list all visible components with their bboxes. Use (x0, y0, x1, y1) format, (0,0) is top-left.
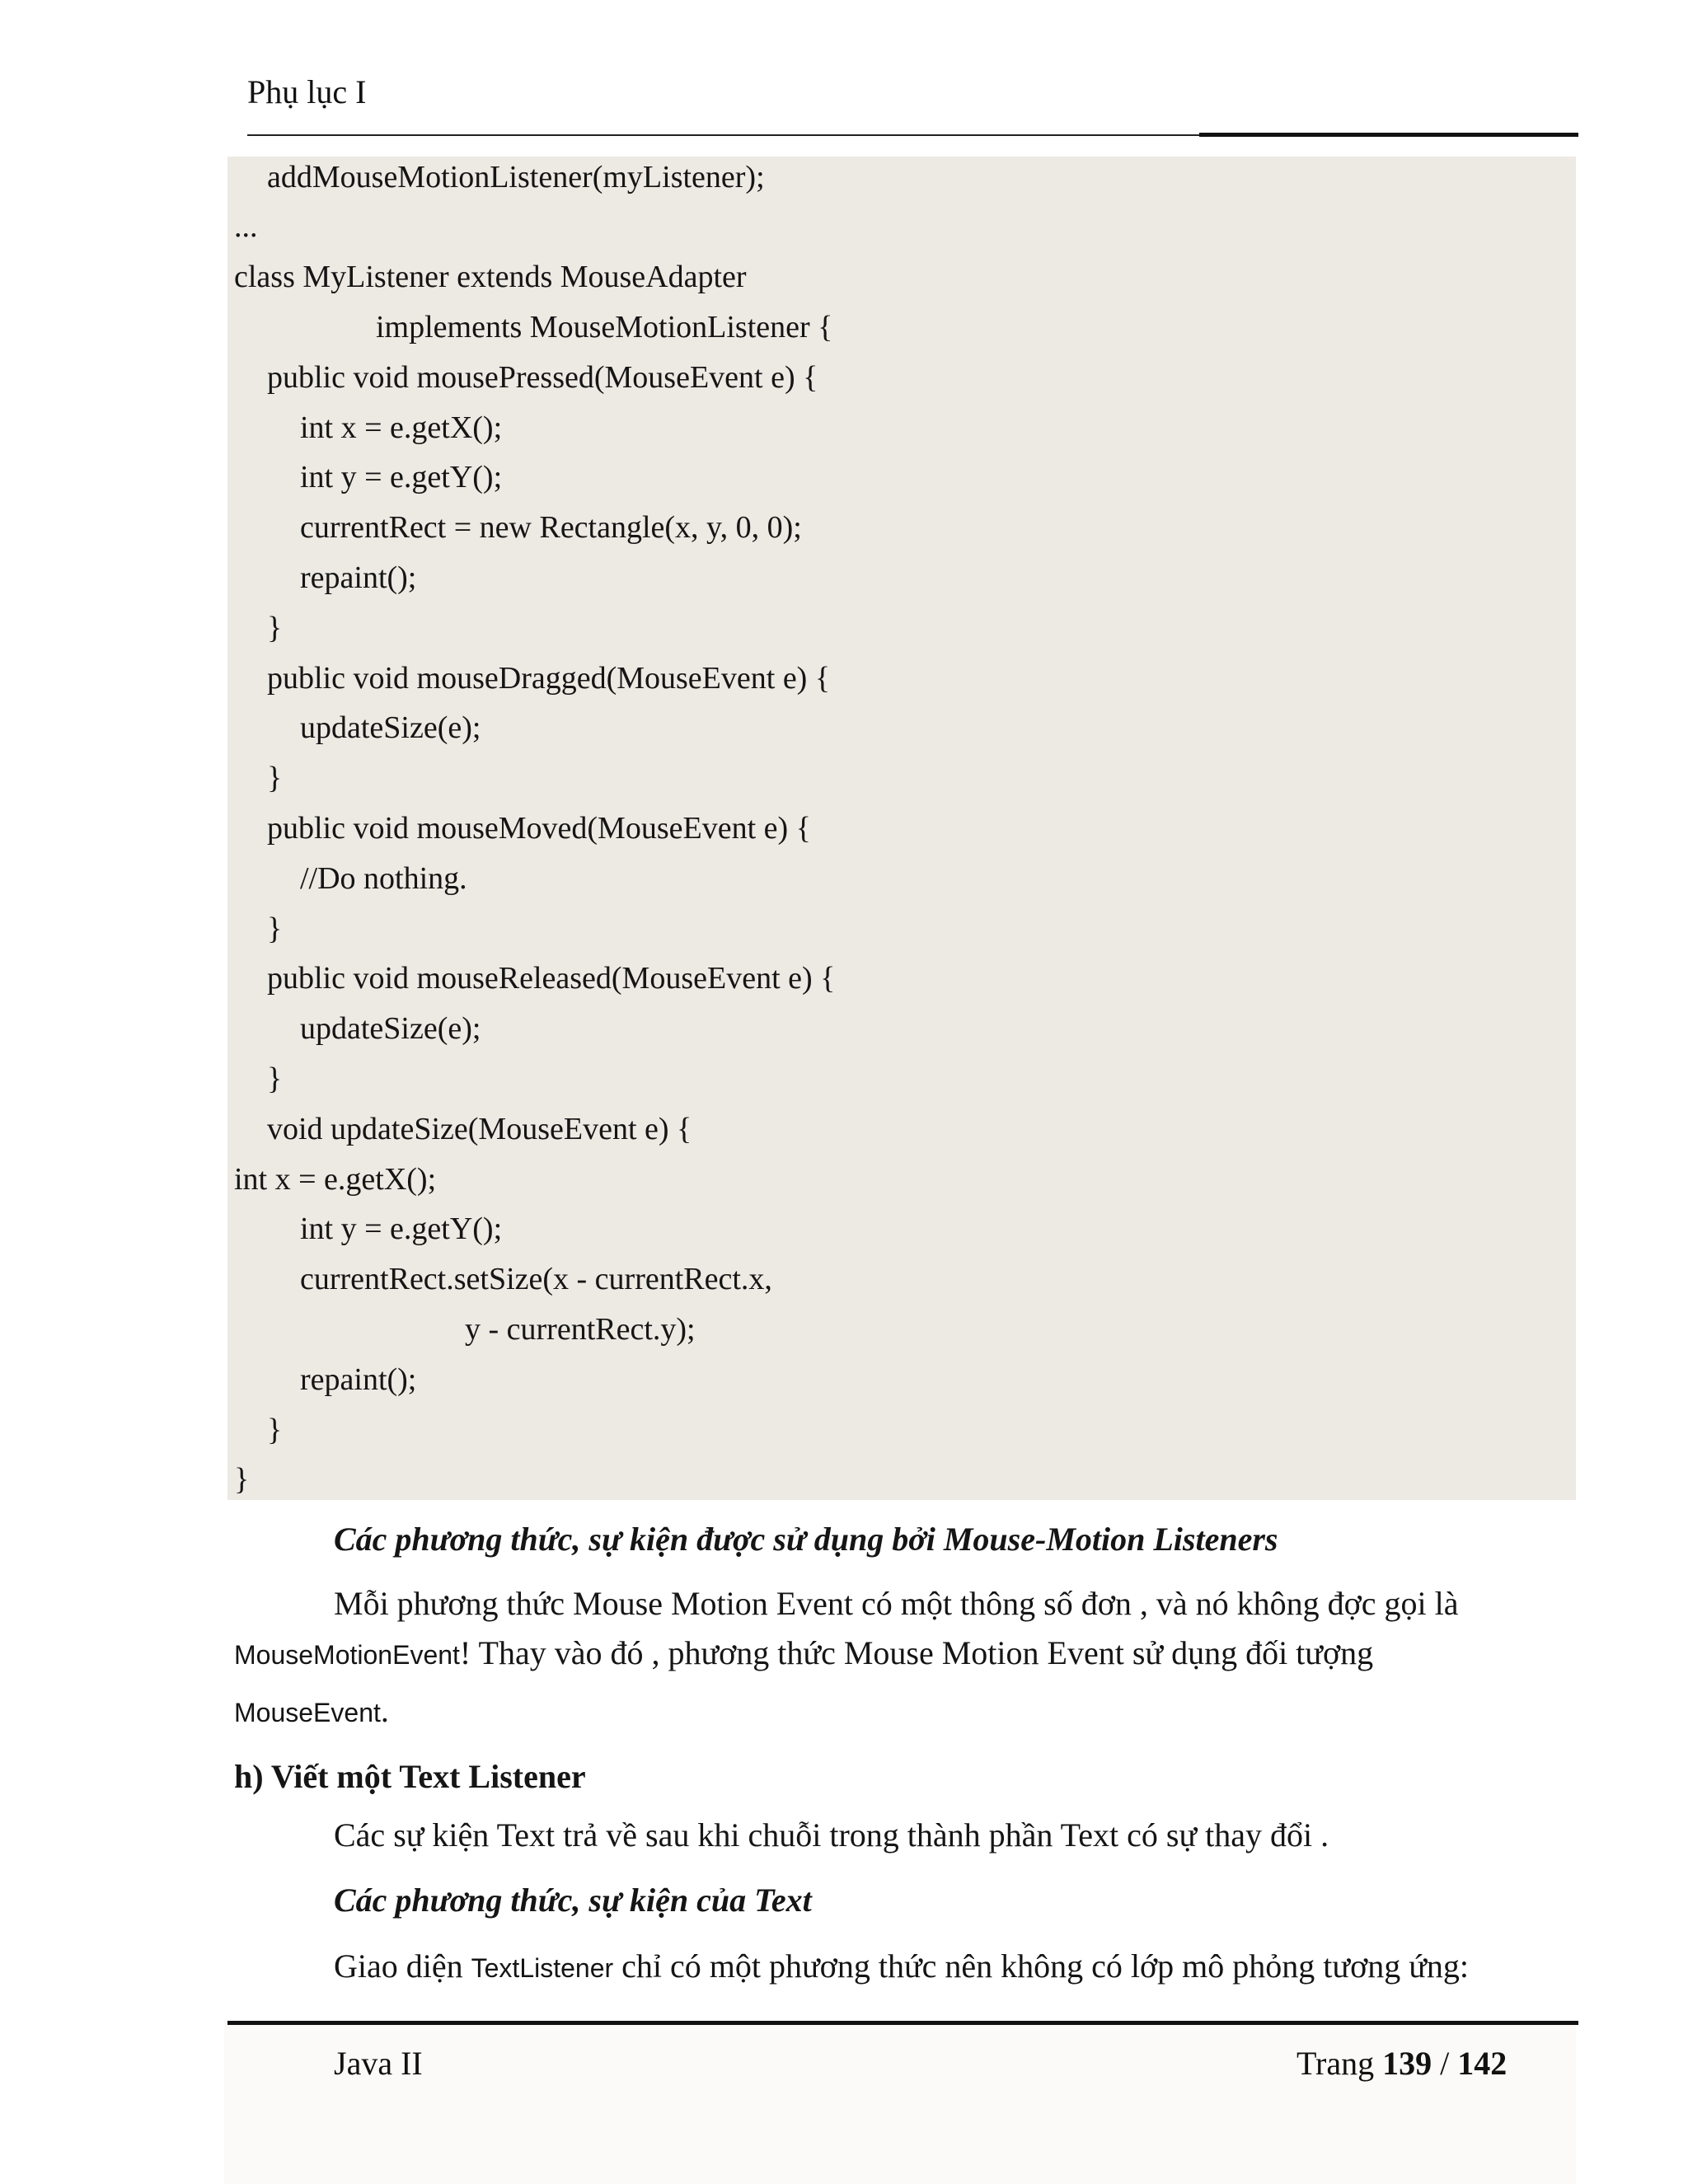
code-line: updateSize(e); (300, 1011, 481, 1046)
code-line: public void mouseDragged(MouseEvent e) { (267, 661, 831, 696)
page-separator: / (1440, 2045, 1450, 2082)
paragraph-text: . (380, 1692, 389, 1729)
code-line: } (267, 761, 283, 795)
code-line: currentRect = new Rectangle(x, y, 0, 0); (300, 510, 802, 545)
paragraph-line (234, 1630, 1373, 1678)
code-line: public void mouseReleased(MouseEvent e) { (267, 961, 836, 996)
section-heading: h) Viết một Text Listener (234, 1758, 586, 1795)
code-line: public void mousePressed(MouseEvent e) { (267, 360, 818, 395)
code-line: int x = e.getX(); (300, 410, 503, 445)
code-line: int y = e.getY(); (300, 1212, 503, 1246)
code-line: addMouseMotionListener(myListener); (267, 160, 765, 194)
code-line: int y = e.getY(); (300, 460, 503, 494)
inline-code: MouseMotionEvent (234, 1640, 460, 1670)
footer-course-name: Java II (334, 2045, 423, 2082)
inline-code: MouseEvent (234, 1698, 381, 1727)
code-block (227, 157, 1576, 1500)
paragraph-line: Các sự kiện Text trả về sau khi chuỗi trong thành phần Text có sự thay đổi . (334, 1816, 1329, 1854)
code-line: } (267, 611, 283, 645)
code-line: implements MouseMotionListener { (376, 310, 833, 344)
code-line: //Do nothing. (300, 861, 467, 896)
code-line: ... (234, 209, 258, 244)
page-number (1296, 2041, 1507, 2087)
code-line: } (267, 912, 283, 946)
subheading-mouse-motion: Các phương thức, sự kiện được sử dụng bởi Mouse-Motion Listeners (334, 1521, 1278, 1558)
code-line: repaint(); (300, 560, 417, 595)
paragraph-line (334, 1943, 1469, 1991)
subheading-text-events: Các phương thức, sự kiện của Text (334, 1882, 812, 1919)
code-line: int x = e.getX(); (234, 1162, 437, 1197)
code-line: } (234, 1462, 250, 1497)
page-total: 142 (1457, 2045, 1507, 2082)
code-line: currentRect.setSize(x - currentRect.x, (300, 1262, 772, 1296)
header-divider-thick (1199, 133, 1578, 137)
footer-divider (227, 2021, 1578, 2025)
code-line: public void mouseMoved(MouseEvent e) { (267, 811, 811, 846)
paragraph-text: ! Thay vào đó , phương thức Mouse Motion Event sử dụng đối tượng (459, 1634, 1374, 1671)
page-current: 139 (1382, 2045, 1432, 2082)
code-line: repaint(); (300, 1362, 417, 1397)
inline-code: TextListener (471, 1953, 614, 1983)
paragraph-text: Giao diện (334, 1947, 463, 1985)
code-line: updateSize(e); (300, 710, 481, 745)
code-line: } (267, 1413, 283, 1447)
page-header-title: Phụ lục I (247, 73, 367, 110)
code-line: class MyListener extends MouseAdapter (234, 260, 747, 294)
paragraph-line (234, 1688, 389, 1736)
paragraph-text: chỉ có một phương thức nên không có lớp mô phỏng tương ứng: (621, 1947, 1470, 1985)
paragraph-line: Mỗi phương thức Mouse Motion Event có một thông số đơn , và nó không đợc gọi là (334, 1585, 1459, 1622)
page-label: Trang (1296, 2045, 1375, 2082)
code-line: void updateSize(MouseEvent e) { (267, 1112, 692, 1146)
header-divider (247, 134, 1203, 136)
code-line: y - currentRect.y); (465, 1312, 696, 1347)
code-line: } (267, 1062, 283, 1096)
